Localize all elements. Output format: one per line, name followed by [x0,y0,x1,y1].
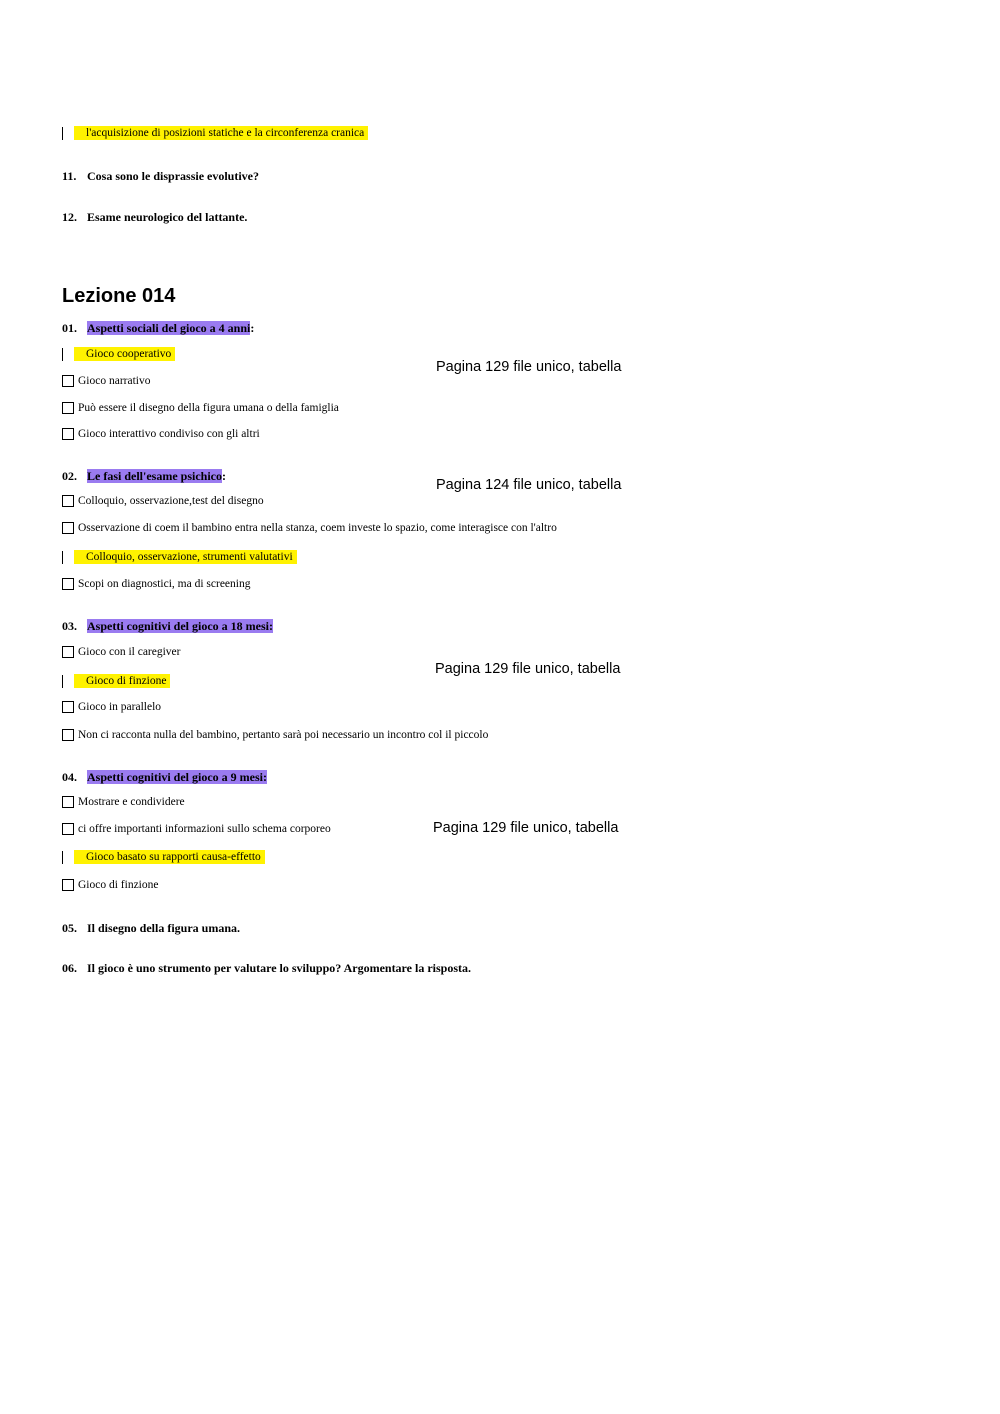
checkbox[interactable] [62,796,74,808]
page-reference-note: Pagina 124 file unico, tabella [436,477,622,493]
checkbox-selected[interactable] [62,551,74,564]
option-text: Può essere il disegno della figura umana o della famiglia [78,402,339,414]
option-row [62,375,151,387]
option-row [62,402,339,414]
option-text: l'acquisizione di posizioni statiche e la circonferenza cranica [74,126,368,140]
question-01 [62,321,254,336]
question-text: Aspetti cognitivi del gioco a 9 mesi: [87,770,267,784]
option-text: Colloquio, osservazione, strumenti valutativi [74,550,297,564]
question-text: Aspetti sociali del gioco a 4 anni [87,321,251,335]
question-number: 11. [62,169,77,183]
question-suffix: : [222,469,226,483]
question-02 [62,469,226,484]
checkbox[interactable] [62,823,74,835]
question-11 [62,169,259,184]
checkbox[interactable] [62,522,74,534]
option-row [62,879,158,891]
checkbox[interactable] [62,701,74,713]
question-06 [62,961,471,976]
question-text: Le fasi dell'esame psichico [87,469,222,483]
option-row [62,578,250,590]
option-row [62,701,161,713]
page-reference-note: Pagina 129 file unico, tabella [435,661,621,677]
option-row [62,674,170,688]
question-text: Esame neurologico del lattante. [87,210,248,224]
option-text: Gioco di finzione [78,879,159,891]
checkbox[interactable] [62,646,74,658]
option-row [62,729,488,741]
option-text: Scopi on diagnostici, ma di screening [78,578,251,590]
question-05 [62,921,240,936]
checkbox[interactable] [62,402,74,414]
page-reference-note: Pagina 129 file unico, tabella [436,359,622,375]
option-text: Non ci racconta nulla del bambino, pertanto sarà poi necessario un incontro col il piccolo [78,729,489,741]
page-reference-note: Pagina 129 file unico, tabella [433,820,619,836]
option-row [62,428,260,440]
option-row [62,495,264,507]
option-text: Colloquio, osservazione,test del disegno [78,495,264,507]
checkbox-selected[interactable] [62,348,74,361]
question-text: Il disegno della figura umana. [87,921,241,935]
question-number: 01. [62,321,77,335]
question-12 [62,210,247,225]
option-text: ci offre importanti informazioni sullo schema corporeo [78,823,331,835]
checkbox-selected[interactable] [62,127,74,140]
checkbox[interactable] [62,578,74,590]
lesson-title: Lezione 014 [62,285,176,307]
question-text: Cosa sono le disprassie evolutive? [87,169,260,183]
option-text: Gioco narrativo [78,375,151,387]
question-number: 12. [62,210,77,224]
question-text: Aspetti cognitivi del gioco a 18 mesi: [87,619,273,633]
option-row [62,347,175,361]
option-text: Mostrare e condividere [78,796,185,808]
option-row [62,126,368,140]
checkbox-selected[interactable] [62,851,74,864]
question-number: 06. [62,961,77,975]
checkbox[interactable] [62,375,74,387]
option-text: Gioco in parallelo [78,701,162,713]
question-number: 02. [62,469,77,483]
option-text: Gioco basato su rapporti causa-effetto [74,850,265,864]
question-number: 03. [62,619,77,633]
option-text: Gioco con il caregiver [78,646,181,658]
checkbox[interactable] [62,428,74,440]
option-text: Gioco di finzione [74,674,170,688]
option-row [62,796,185,808]
option-text: Osservazione di coem il bambino entra nella stanza, coem investe lo spazio, come interagisce con l'altro [78,522,557,534]
question-number: 05. [62,921,77,935]
checkbox[interactable] [62,879,74,891]
option-row [62,823,331,835]
checkbox[interactable] [62,495,74,507]
question-text: Il gioco è uno strumento per valutare lo sviluppo? Argomentare la risposta. [87,961,471,975]
question-03 [62,619,273,634]
option-row [62,850,265,864]
question-04 [62,770,267,785]
option-text: Gioco interattivo condiviso con gli altri [78,428,260,440]
option-row [62,550,297,564]
checkbox-selected[interactable] [62,675,74,688]
option-row [62,646,181,658]
option-text: Gioco cooperativo [74,347,175,361]
question-number: 04. [62,770,77,784]
question-suffix: : [250,321,255,335]
option-row [62,522,557,534]
checkbox[interactable] [62,729,74,741]
